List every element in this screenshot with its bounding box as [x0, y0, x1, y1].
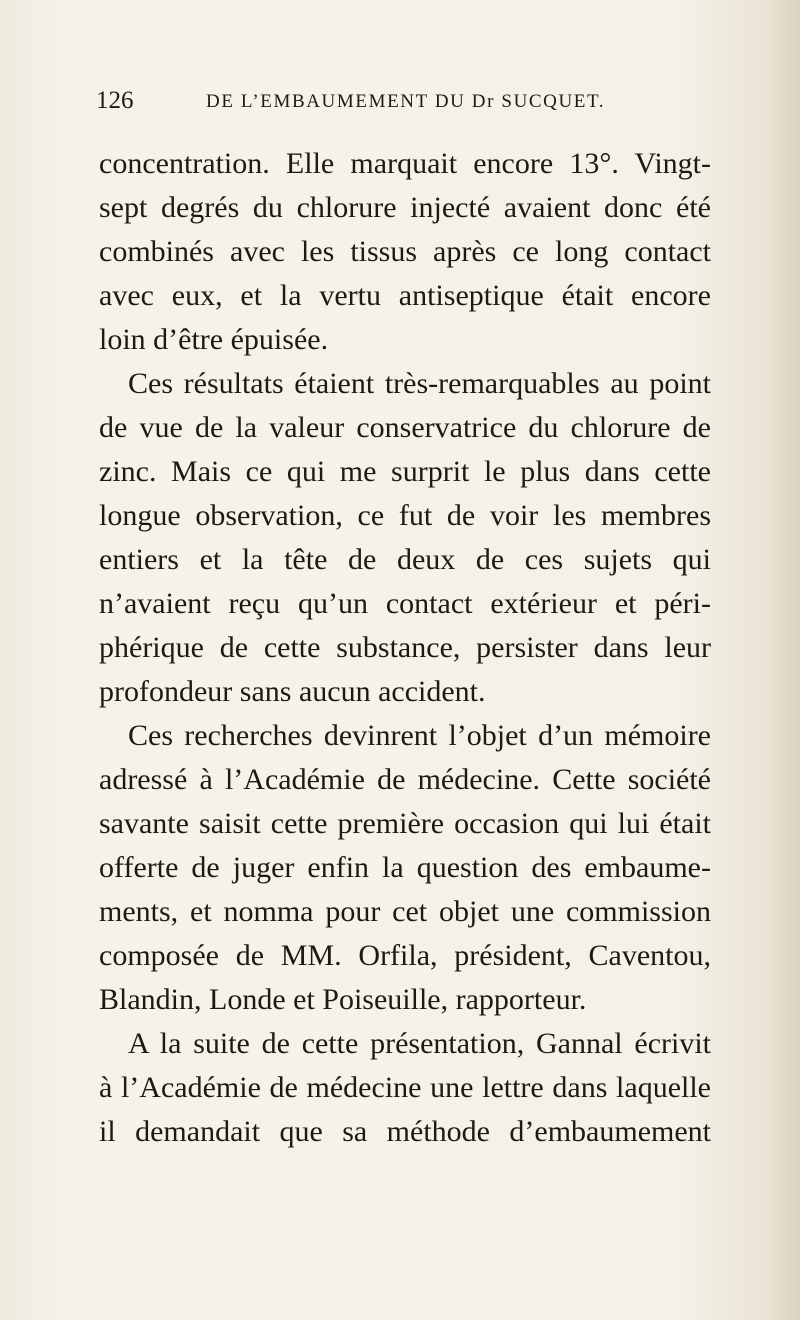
- text-line: il demandait que sa méthode d’embaumement: [99, 1115, 711, 1148]
- text-line: concentration. Elle marquait encore 13°. Vingt-: [99, 147, 711, 180]
- text-line: ments, et nomma pour cet objet une commission: [99, 895, 711, 928]
- text-line: composée de MM. Orfila, président, Caventou,: [99, 939, 711, 972]
- page-number: 126: [96, 87, 134, 114]
- text-line: de vue de la valeur conservatrice du chlorure de: [99, 411, 711, 444]
- text-line: à l’Académie de médecine une lettre dans laquelle: [99, 1071, 711, 1104]
- text-line: A la suite de cette présentation, Gannal écrivit: [128, 1027, 711, 1060]
- text-line: longue observation, ce fut de voir les membres: [99, 499, 711, 532]
- page-header: [96, 86, 616, 120]
- text-line: adressé à l’Académie de médecine. Cette société: [99, 763, 711, 796]
- running-head: DE L’EMBAUMEMENT DU Dr SUCQUET.: [206, 91, 606, 112]
- text-line: entiers et la tête de deux de ces sujets qui: [99, 543, 711, 576]
- text-line: sept degrés du chlorure injecté avaient donc été: [99, 191, 711, 224]
- text-line: zinc. Mais ce qui me surprit le plus dans cette: [99, 455, 711, 488]
- text-line: phérique de cette substance, persister dans leur: [99, 631, 711, 664]
- text-line: Ces résultats étaient très-remarquables au point: [128, 367, 711, 400]
- text-line: loin d’être épuisée.: [99, 323, 329, 356]
- text-line: Ces recherches devinrent l’objet d’un mémoire: [128, 719, 711, 752]
- text-line: profondeur sans aucun accident.: [99, 675, 486, 708]
- text-line: n’avaient reçu qu’un contact extérieur et péri-: [99, 587, 711, 620]
- text-line: combinés avec les tissus après ce long contact: [99, 235, 711, 268]
- text-line: Blandin, Londe et Poiseuille, rapporteur.: [99, 983, 587, 1016]
- text-line: offerte de juger enfin la question des embaume-: [99, 851, 711, 884]
- text-line: savante saisit cette première occasion qui lui était: [99, 807, 711, 840]
- text-line: avec eux, et la vertu antiseptique était encore: [99, 279, 711, 312]
